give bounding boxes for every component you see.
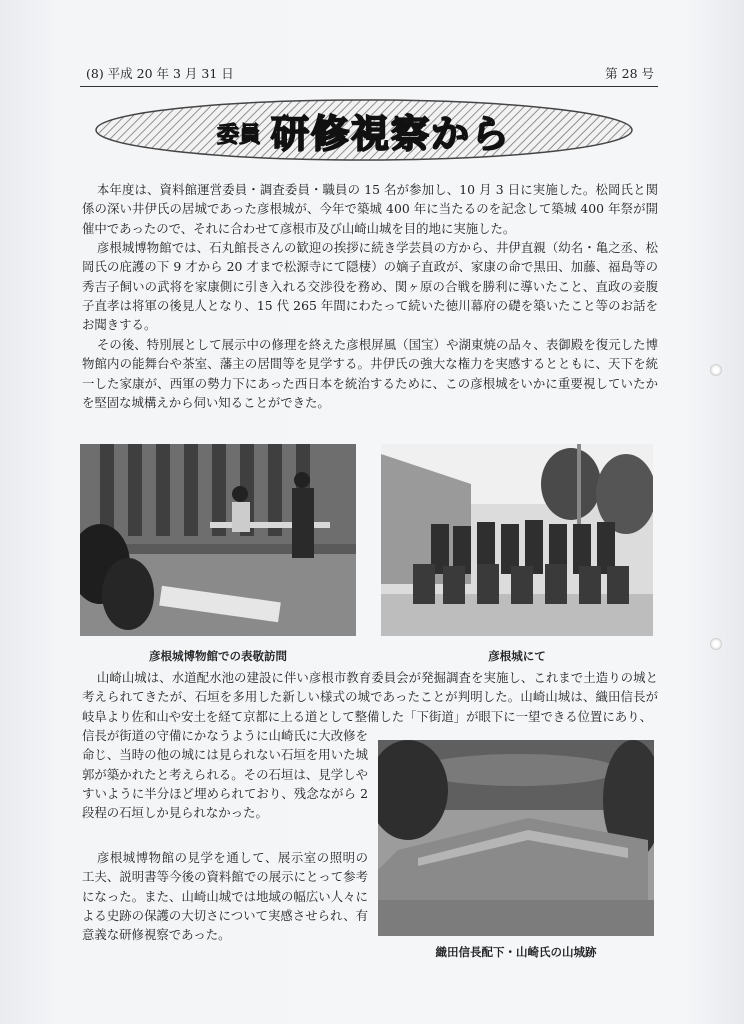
caption-yamazaki-castle-ruins: 織田信長配下・山崎氏の山城跡: [435, 945, 597, 959]
binder-hole-bottom: [710, 638, 722, 650]
binder-hole-top: [710, 364, 722, 376]
page-header: [80, 64, 658, 87]
paragraph-yamazaki-top: 山崎山城は、水道配水池の建設に伴い彦根市教育委員会が発掘調査を実施し、これまで土造りの城と考えられてきたが、石垣を多用した新しい様式の城であったことが判明した。山崎山城は、織田信長が岐阜より佐和山や安土を経て京都に上る道として整備した「下街道」が眼下に一望できる位置にあり、: [82, 670, 658, 724]
photo-museum-visit: [80, 444, 356, 636]
issue-number: 第 28 号: [605, 66, 654, 81]
paragraph-1: 本年度は、資料館運営委員・調査委員・職員の 15 名が参加し、10 月 3 日に実施した。松岡氏と関係の深い井伊氏の居城であった彦根城が、今年で築城 400 年に当たるのを記念して築城 400 年祭が開催中であったので、それに合わせて彦根市及び山崎山城を目的地に実施した。: [82, 182, 658, 236]
paragraph-yamazaki-narrow: 信長が街道の守備にかなうように山崎氏に大改修を命じ、当時の他の城には見られない石垣を用いた城郭が築かれたと考えられる。その石垣は、見学しやすいように半分ほど埋められており、残念ながら 2 段程の石垣しか見られなかった。: [82, 728, 368, 821]
page-date: (8) 平成 20 年 3 月 31 日: [86, 66, 234, 81]
title-prefix: 委員: [216, 122, 261, 148]
caption-group-at-castle: 彦根城にて: [488, 649, 546, 663]
photo-yamazaki-castle-ruins: [378, 740, 654, 936]
title-banner: [92, 97, 636, 163]
photo-group-at-castle: [381, 444, 653, 636]
paragraph-closing: 彦根城博物館の見学を通して、展示室の照明の工夫、説明書等今後の資料館での展示にとって参考になった。また、山崎山城では地域の幅広い人々による史跡の保護の大切さについて実感させられ、有意義な研修視察であった。: [82, 850, 368, 943]
paragraph-3: その後、特別展として展示中の修理を終えた彦根屏風（国宝）や湖東焼の品々、表御殿を復元した博物館内の能舞台や茶室、藩主の居間等を見学する。井伊氏の強大な権力を実感するとともに、天下を統一した家康が、西軍の勢力下にあった西日本を統治するために、この彦根城をいかに重要視していたかを堅固な城構えから伺い知ることができた。: [82, 337, 658, 410]
paragraph-2: 彦根城博物館では、石丸館長さんの歓迎の挨拶に続き学芸員の方から、井伊直親（幼名・亀之丞、松岡氏の庇護の下 9 才から 20 才まで松源寺にて隠棲）の嫡子直政が、家康の命で黒田、加藤、福島等の秀吉子飼いの武将を家康側に引き入れる交渉役を務め、関ヶ原の合戦を勝利に導いたこと、直政の妾腹子直孝は将軍の後見人となり、15 代 265 年間にわたって続いた徳川幕府の礎を築いたこと等のお話をお聞きする。: [82, 240, 658, 333]
page-title: 研修視察から: [271, 111, 512, 156]
caption-museum-visit: 彦根城博物館での表敬訪問: [149, 649, 287, 663]
